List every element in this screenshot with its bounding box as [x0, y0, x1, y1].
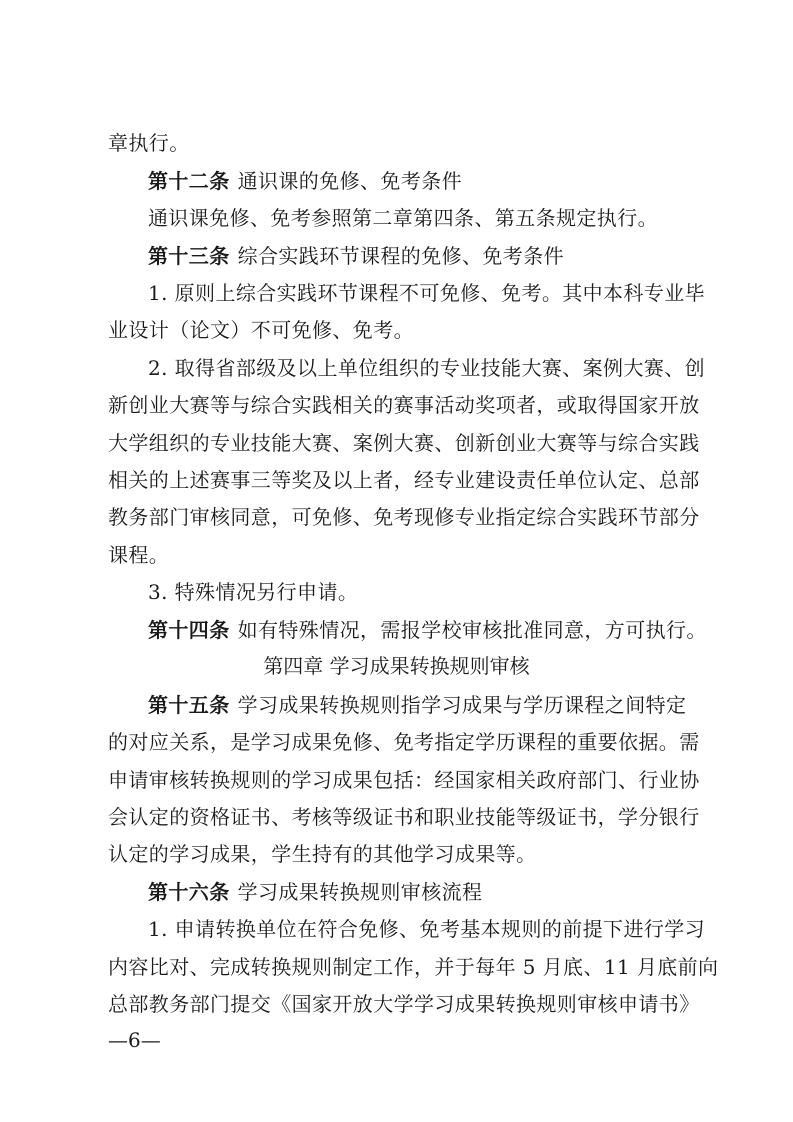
- text-line: 通识课免修、免考参照第二章第四条、第五条规定执行。: [148, 206, 658, 230]
- article-label: 第十四条: [148, 618, 230, 642]
- chapter-heading: 第四章 学习成果转换规则审核: [263, 654, 530, 678]
- article-title: 通识课的免修、免考条件: [237, 169, 463, 193]
- article-label: 第十二条: [148, 169, 230, 193]
- text-line: 2. 取得省部级及以上单位组织的专业技能大赛、案例大赛、创: [148, 356, 706, 380]
- article-16: [148, 880, 482, 904]
- article-text: 学习成果转换规则指学习成果与学历课程之间特定: [237, 693, 687, 717]
- text-line: 认定的学习成果，学生持有的其他学习成果等。: [108, 842, 537, 866]
- text-line: 章执行。: [108, 131, 190, 155]
- text-line: 内容比对、完成转换规则制定工作，并于每年 5 月底、11 月底前向: [108, 955, 719, 979]
- text-line: 1. 申请转换单位在符合免修、免考基本规则的前提下进行学习: [148, 917, 706, 941]
- article-title: 综合实践环节课程的免修、免考条件: [237, 244, 565, 268]
- article-14: [148, 618, 707, 642]
- text-line: 总部教务部门提交《国家开放大学学习成果转换规则审核申请书》: [108, 992, 700, 1016]
- text-line: 1. 原则上综合实践环节课程不可免修、免考。其中本科专业毕: [148, 281, 706, 305]
- text-line: 新创业大赛等与综合实践相关的赛事活动奖项者，或取得国家开放: [108, 393, 700, 417]
- article-label: 第十五条: [148, 693, 230, 717]
- text-line: 申请审核转换规则的学习成果包括：经国家相关政府部门、行业协: [108, 768, 700, 792]
- text-line: 的对应关系，是学习成果免修、免考指定学历课程的重要依据。需: [108, 730, 700, 754]
- article-label: 第十三条: [148, 244, 230, 268]
- page-number: —6—: [108, 1028, 161, 1052]
- text-line: 3. 特殊情况另行申请。: [148, 580, 359, 604]
- article-label: 第十六条: [148, 880, 230, 904]
- text-line: 教务部门审核同意，可免修、免考现修专业指定综合实践环节部分: [108, 505, 700, 529]
- text-line: 大学组织的专业技能大赛、案例大赛、创新创业大赛等与综合实践: [108, 431, 700, 455]
- text-line: 业设计（论文）不可免修、免考。: [108, 318, 414, 342]
- article-title: 学习成果转换规则审核流程: [237, 880, 483, 904]
- article-13: [148, 244, 564, 268]
- text-line: 会认定的资格证书、考核等级证书和职业技能等级证书，学分银行: [108, 805, 700, 829]
- article-text: 如有特殊情况，需报学校审核批准同意，方可执行。: [237, 618, 707, 642]
- text-line: 相关的上述赛事三等奖及以上者，经专业建设责任单位认定、总部: [108, 468, 700, 492]
- text-line: 课程。: [108, 543, 170, 567]
- article-15: [148, 693, 686, 717]
- article-12: [148, 169, 462, 193]
